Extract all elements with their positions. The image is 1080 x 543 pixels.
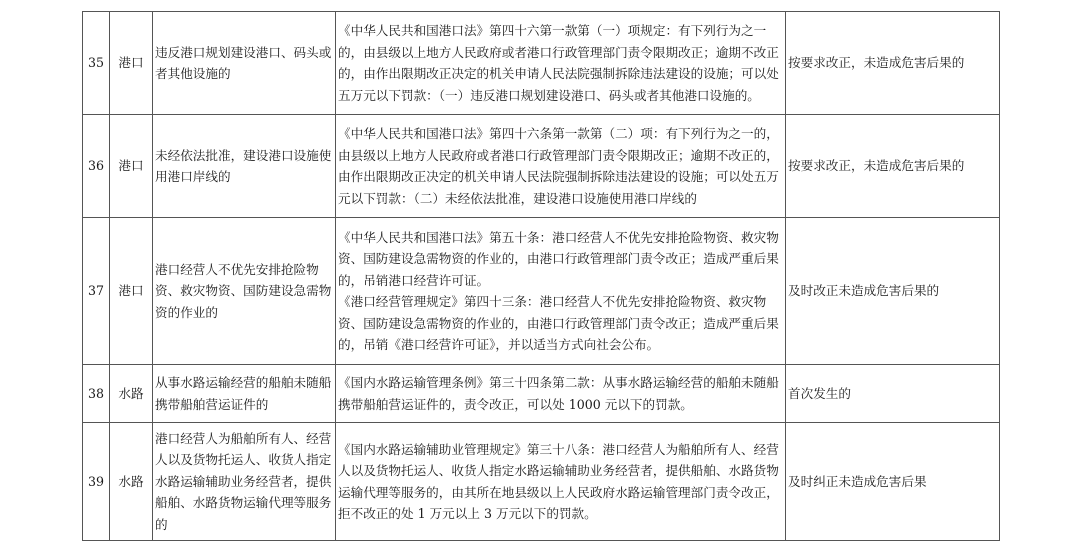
row-number: 37 [83, 218, 110, 365]
row-violation: 港口经营人为船舶所有人、经营人以及货物托运人、收货人指定水路运输辅助业务经营者，提供船舶、水路货物运输代理等服务的 [153, 423, 336, 541]
row-condition: 及时纠正未造成危害后果 [786, 423, 1000, 541]
row-legal-basis [336, 12, 786, 115]
row-field: 港口 [110, 12, 153, 115]
row-condition: 按要求改正，未造成危害后果的 [786, 115, 1000, 218]
row-legal-basis [336, 115, 786, 218]
row-number: 36 [83, 115, 110, 218]
row-legal-basis [336, 423, 786, 541]
row-violation: 港口经营人不优先安排抢险物资、救灾物资、国防建设急需物资的作业的 [153, 218, 336, 365]
table-row [83, 218, 1000, 365]
row-field: 港口 [110, 218, 153, 365]
legal-basis-paragraph: 《国内水路运输辅助业管理规定》第三十八条：港口经营人为船舶所有人、经营人以及货物托运人、收货人指定水路运输辅助业务经营者，提供船舶、水路货物运输代理等服务的，由其所在地县级以上人民政府水路运输管理部门责令改正，拒不改正的处 1 万元以上 3 万元以下的罚款。 [338, 441, 779, 521]
row-legal-basis [336, 365, 786, 423]
row-number: 35 [83, 12, 110, 115]
row-field: 水路 [110, 365, 153, 423]
row-violation: 违反港口规划建设港口、码头或者其他设施的 [153, 12, 336, 115]
row-legal-basis [336, 218, 786, 365]
row-number: 38 [83, 365, 110, 423]
row-condition: 按要求改正，未造成危害后果的 [786, 12, 1000, 115]
legal-basis-paragraph: 《中华人民共和国港口法》第五十条：港口经营人不优先安排抢险物资、救灾物资、国防建设急需物资的作业的，由港口行政管理部门责令改正；造成严重后果的，吊销港口经营许可证。 [338, 229, 779, 288]
violations-table [82, 11, 1000, 541]
legal-basis-paragraph: 《中华人民共和国港口法》第四十六条第一款第（二）项：有下列行为之一的，由县级以上地方人民政府或者港口行政管理部门责令限期改正；逾期不改正的，由作出限期改正决定的机关申请人民法院强制拆除违法建设的设施；可以处五万元以下罚款：（二）未经依法批准，建设港口设施使用港口岸线的 [338, 126, 779, 206]
legal-basis-paragraph: 《港口经营管理规定》第四十三条：港口经营人不优先安排抢险物资、救灾物资、国防建设急需物资的作业的，由港口行政管理部门责令改正；造成严重后果的，吊销《港口经营许可证》，并以适当方式向社会公布。 [338, 294, 779, 352]
row-condition: 首次发生的 [786, 365, 1000, 423]
table-row [83, 365, 1000, 423]
table-row [83, 12, 1000, 115]
table-row [83, 115, 1000, 218]
row-field: 港口 [110, 115, 153, 218]
row-field: 水路 [110, 423, 153, 541]
row-violation: 未经依法批准，建设港口设施使用港口岸线的 [153, 115, 336, 218]
table-row [83, 423, 1000, 541]
legal-basis-paragraph: 《国内水路运输管理条例》第三十四条第二款：从事水路运输经营的船舶未随船携带船舶营运证件的，责令改正，可以处 1000 元以下的罚款。 [338, 375, 779, 412]
row-violation: 从事水路运输经营的船舶未随船携带船舶营运证件的 [153, 365, 336, 423]
row-condition: 及时改正未造成危害后果的 [786, 218, 1000, 365]
legal-basis-paragraph: 《中华人民共和国港口法》第四十六第一款第（一）项规定：有下列行为之一的，由县级以上地方人民政府或者港口行政管理部门责令限期改正；逾期不改正的，由作出限期改正决定的机关申请人民法院强制拆除违法建设的设施；可以处五万元以下罚款：（一）违反港口规划建设港口、码头或者其他港口设施的。 [338, 23, 779, 103]
row-number: 39 [83, 423, 110, 541]
